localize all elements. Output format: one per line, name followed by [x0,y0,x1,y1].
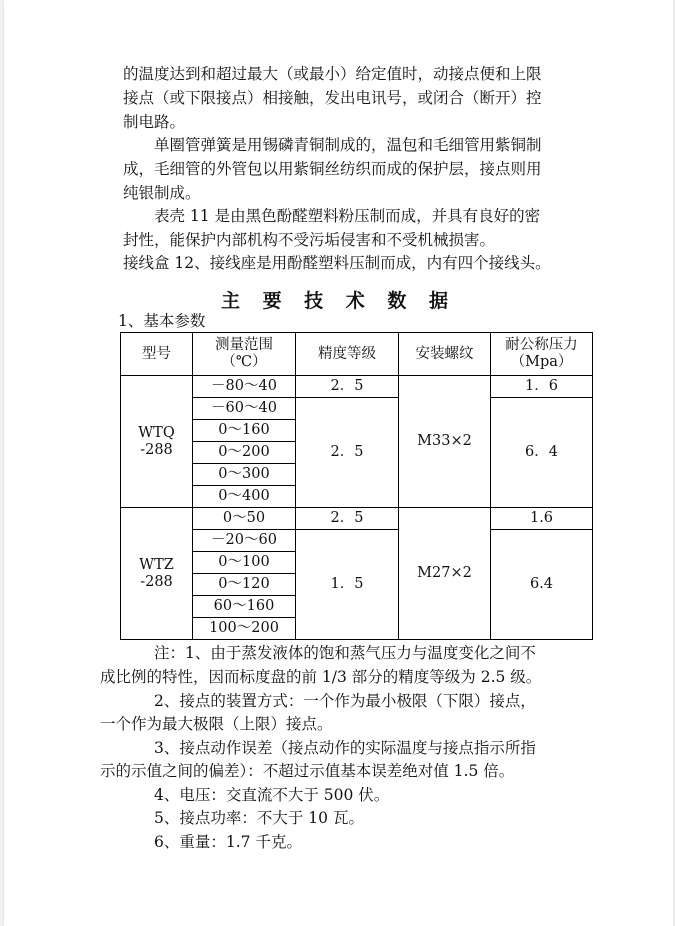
document-page [4,0,673,926]
note-line: 一个作为最大极限（上限）接点。 [100,715,333,733]
intro-line: 表壳 11 是由黑色酚醛塑料粉压制而成，并具有良好的密 [154,207,541,225]
header-pressure: 耐公称压力 （Mpa） [491,333,593,376]
range-cell: 0～100 [193,552,296,574]
intro-line: 成，毛细管的外管包以用紫铜丝纺织而成的保护层，接点则用 [123,160,542,178]
range-cell: 0～160 [193,420,296,442]
intro-line: 接点（或下限接点）相接触，发出电讯号，或闭合（断开）控 [123,89,542,107]
intro-line: 制电路。 [123,113,186,131]
range-cell: 0～120 [193,574,296,596]
accuracy-cell: 2．5 [296,398,399,508]
accuracy-cell: 1．5 [296,530,399,640]
pressure-cell: 1．6 [491,376,593,398]
pressure-cell: 6．4 [491,398,593,508]
subsection-heading: 1、基本参数 [118,312,206,330]
range-cell: 0～400 [193,486,296,508]
note-line: 6、重量：1.7 千克。 [154,833,302,851]
section-title: 主 要 技 术 数 据 [220,290,457,312]
note-line: 3、接点动作误差（接点动作的实际温度与接点指示所指 [154,739,536,757]
intro-line: 接线盒 12、接线座是用酚醛塑料压制而成，内有四个接线头。 [123,254,551,272]
model-cell: WTZ -288 [121,508,193,640]
range-cell: 60～160 [193,596,296,618]
table-row [121,376,593,398]
table-row [121,508,593,530]
pressure-cell: 1.6 [491,508,593,530]
header-thread: 安装螺纹 [399,333,491,376]
range-cell: －20～60 [193,530,296,552]
intro-line: 的温度达到和超过最大（或最小）给定值时，动接点便和上限 [123,65,542,83]
accuracy-cell: 2．5 [296,376,399,398]
range-cell: 100～200 [193,618,296,640]
table-header-row [121,333,593,376]
range-cell: －60～40 [193,398,296,420]
pressure-cell: 6.4 [491,530,593,640]
range-cell: －80～40 [193,376,296,398]
range-cell: 0～300 [193,464,296,486]
note-line: 2、接点的装置方式：一个作为最小极限（下限）接点， [154,692,536,710]
range-cell: 0～200 [193,442,296,464]
header-accuracy: 精度等级 [296,333,399,376]
header-model: 型号 [121,333,193,376]
intro-line: 单圈管弹簧是用锡磷青铜制成的，温包和毛细管用紫铜制 [154,136,542,154]
note-line: 5、接点功率：不大于 10 瓦。 [154,809,364,827]
thread-cell: M27×2 [399,508,491,640]
note-line: 4、电压：交直流不大于 500 伏。 [154,786,390,804]
header-range: 测量范围 （℃） [193,333,296,376]
intro-line: 纯银制成。 [123,184,201,202]
intro-line: 封性，能保护内部机构不受污垢侵害和不受机械损害。 [123,231,496,249]
model-cell: WTQ -288 [121,376,193,508]
note-line: 注：1、由于蒸发液体的饱和蒸气压力与温度变化之间不 [154,644,536,662]
thread-cell: M33×2 [399,376,491,508]
accuracy-cell: 2．5 [296,508,399,530]
note-line: 示的示值之间的偏差）：不超过示值基本误差绝对值 1.5 倍。 [100,762,515,780]
spec-table [120,332,593,640]
note-line: 成比例的特性，因而标度盘的前 1/3 部分的精度等级为 2.5 级。 [100,668,542,686]
range-cell: 0～50 [193,508,296,530]
